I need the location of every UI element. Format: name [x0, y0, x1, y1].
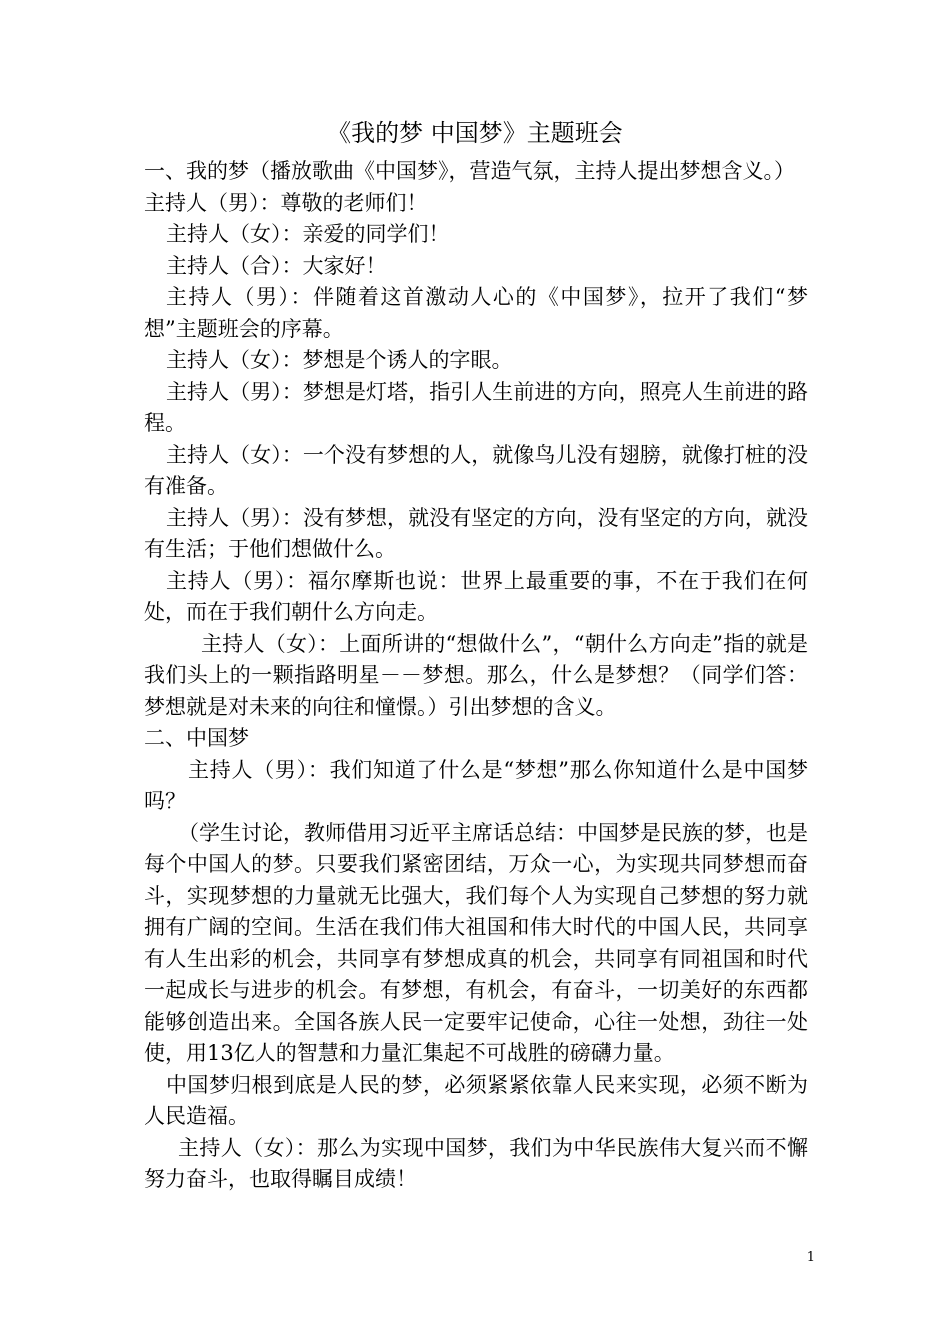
paragraph: 主持人（女）：上面所讲的“想做什么”，“朝什么方向走”指的就是我们头上的一颗指路明星－－梦想。那么，什么是梦想？（同学们答：梦想就是对未来的向往和憧憬。）引出梦想的含义。	[144, 631, 808, 719]
section-heading: 一、我的梦（播放歌曲《中国梦》，营造气氛，主持人提出梦想含义。）	[144, 159, 795, 183]
paragraph: 主持人（男）：我们知道了什么是“梦想”那么你知道什么是中国梦吗？	[144, 757, 808, 813]
paragraph: 主持人（男）：福尔摩斯也说：世界上最重要的事，不在于我们在何处，而在于我们朝什么方向走。	[144, 568, 808, 624]
paragraph: 中国梦归根到底是人民的梦，必须紧紧依靠人民来实现，必须不断为人民造福。	[144, 1072, 808, 1128]
page-number: 1	[806, 1250, 815, 1265]
paragraph: 主持人（男）：尊敬的老师们！	[144, 190, 428, 215]
paragraph: 主持人（女）：梦想是个诱人的字眼。	[166, 348, 513, 372]
paragraph: 主持人（男）：梦想是灯塔，指引人生前进的方向，照亮人生前进的路程。	[144, 379, 808, 435]
paragraph: 主持人（男）：没有梦想，就没有坚定的方向，没有坚定的方向，就没有生活；于他们想做什么。	[144, 505, 808, 561]
paragraph: 主持人（女）：一个没有梦想的人，就像鸟儿没有翅膀，就像打桩的没有准备。	[144, 442, 808, 498]
paragraph: 主持人（女）：那么为实现中国梦，我们为中华民族伟大复兴而不懈努力奋斗，也取得瞩目成绩！	[144, 1135, 808, 1191]
document-body	[144, 156, 808, 1196]
document-title: 《我的梦 中国梦》主题班会	[327, 119, 623, 147]
paragraph: 主持人（男）：伴随着这首激动人心的《中国梦》，拉开了我们“梦想”主题班会的序幕。	[144, 285, 808, 341]
paragraph: 主持人（合）：大家好！	[166, 253, 387, 278]
paragraph: （学生讨论，教师借用习近平主席话总结：中国梦是民族的梦，也是每个中国人的梦。只要我们紧密团结，万众一心，为实现共同梦想而奋斗，实现梦想的力量就无比强大，我们每个人为实现自己梦想的努力就拥有广阔的空间。生活在我们伟大祖国和伟大时代的中国人民，共同享有人生出彩的机会，共同享有梦想成真的机会，共同享有同祖国和时代一起成长与进步的机会。有梦想，有机会，有奋斗，一切美好的东西都能够创造出来。全国各族人民一定要牢记使命，心往一处想，劲往一处使，用13亿人的智慧和力量汇集起不可战胜的磅礴力量。	[144, 820, 808, 1065]
section-heading: 二、中国梦	[144, 726, 249, 750]
paragraph: 主持人（女）：亲爱的同学们！	[166, 222, 450, 246]
